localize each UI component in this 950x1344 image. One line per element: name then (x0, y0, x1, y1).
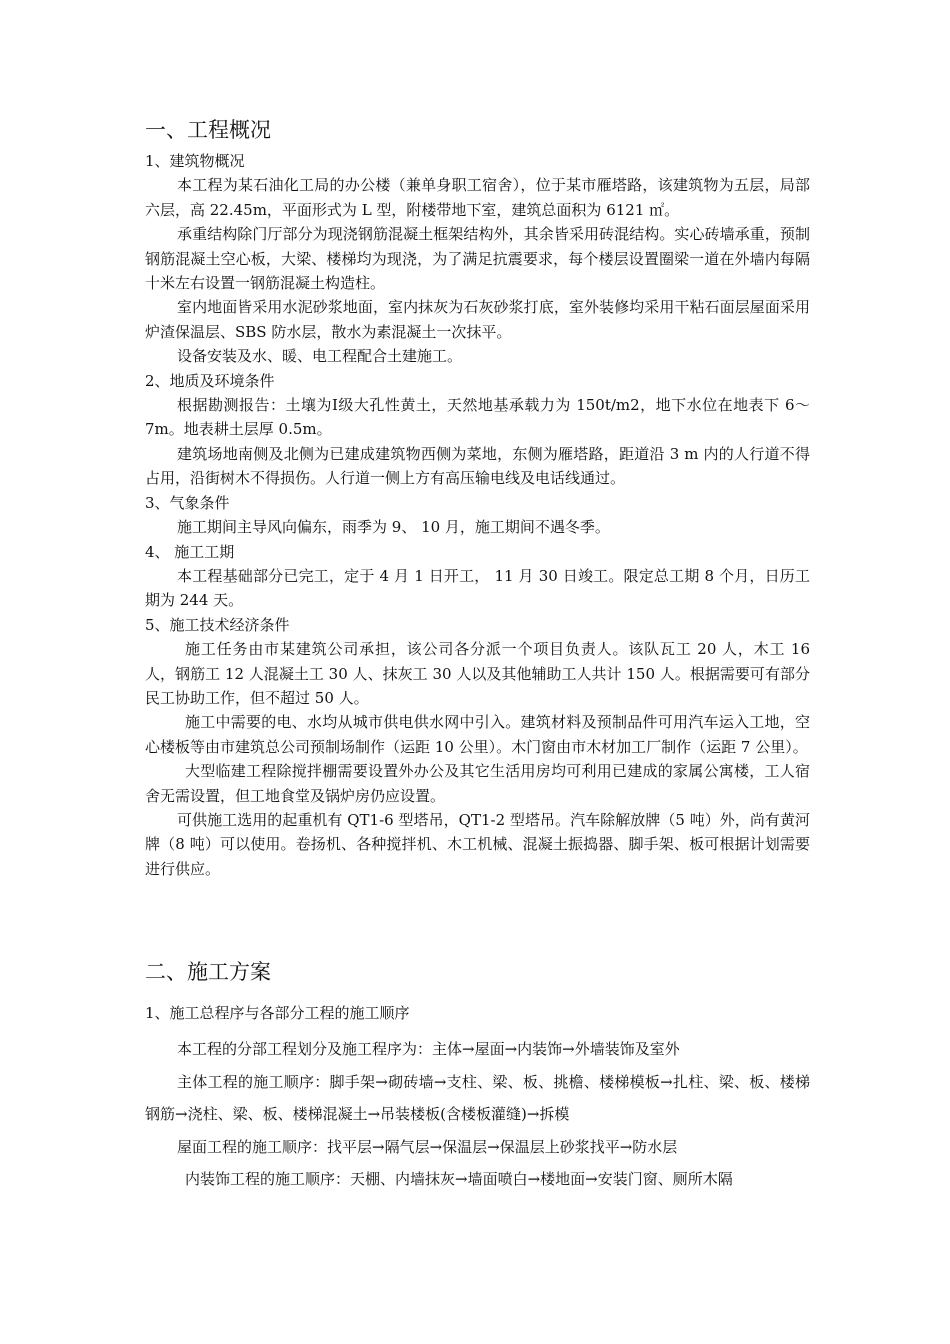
paragraph: 主体工程的施工顺序：脚手架→砌砖墙→支柱、梁、板、挑檐、楼梯模板→扎柱、梁、板、楼梯钢筋→浇柱、梁、板、楼梯混凝土→吊装楼板(含楼板灌缝)→拆模 (145, 1072, 810, 1123)
subsection-heading: 3、气象条件 (145, 493, 230, 512)
paragraph: 设备安装及水、暖、电工程配合土建施工。 (177, 347, 463, 366)
paragraph: 承重结构除门厅部分为现浇钢筋混凝土框架结构外，其余皆采用砖混结构。实心砖墙承重，预制钢筋混凝土空心板，大梁、楼梯均为现浇，为了满足抗震要求，每个楼层设置圈梁一道在外墙内每隔十米左右设置一钢筋混凝土构造柱。 (145, 225, 810, 293)
paragraph: 可供施工选用的起重机有 QT1-6 型塔吊，QT1-2 型塔吊。汽车除解放牌（5 吨）外，尚有黄河牌（8 吨）可以使用。卷扬机、各种搅拌机、木工机械、混凝土振捣器、脚手架、板可根据计划需要进行供应。 (145, 810, 810, 878)
subsection-heading: 2、地质及环境条件 (145, 371, 275, 390)
paragraph: 本工程为某石油化工局的办公楼（兼单身职工宿舍），位于某市雁塔路，该建筑物为五层，局部六层，高 22.45m，平面形式为 L 型，附楼带地下室，建筑总面积为 6121 ㎡。 (145, 176, 810, 219)
subsection-heading: 1、建筑物概况 (145, 152, 245, 170)
paragraph: 室内地面皆采用水泥砂浆地面，室内抹灰为石灰砂浆打底，室外装修均采用干粘石面层屋面采用炉渣保温层、SBS 防水层，散水为素混凝土一次抹平。 (145, 298, 810, 341)
section-title: 二、施工方案 (145, 960, 271, 984)
paragraph: 施工中需要的电、水均从城市供电供水网中引入。建筑材料及预制品件可用汽车运入工地，空心楼板等由市建筑总公司预制场制作（运距 10 公里）。木门窗由市木材加工厂制作（运距 7 公里）。 (145, 713, 810, 756)
paragraph: 根据勘测报告：土壤为Ⅰ级大孔性黄土，天然地基承载力为 150t/m2，地下水位在地表下 6～7m。地表耕土层厚 0.5m。 (145, 396, 810, 439)
section-title: 一、工程概况 (145, 118, 271, 142)
paragraph: 施工任务由市某建筑公司承担，该公司各分派一个项目负责人。该队瓦工 20 人，木工 16 人，钢筋工 12 人混凝土工 30 人、抹灰工 30 人以及其他辅助工人共计 150 人。根据需要可有部分民工协助工作，但不超过 50 人。 (145, 640, 810, 707)
subsection-heading: 1、施工总程序与各部分工程的施工顺序 (145, 1004, 410, 1022)
paragraph: 内装饰工程的施工顺序：天棚、内墙抹灰→墙面喷白→楼地面→安装门窗、厕所木隔 (185, 1170, 733, 1188)
paragraph: 屋面工程的施工顺序：找平层→隔气层→保温层→保温层上砂浆找平→防水层 (177, 1137, 678, 1156)
paragraph: 本工程的分部工程划分及施工程序为：主体→屋面→内装饰→外墙装饰及室外 (177, 1040, 680, 1058)
paragraph: 施工期间主导风向偏东，雨季为 9、 10 月，施工期间不遇冬季。 (177, 518, 610, 537)
section-project-overview (145, 113, 810, 881)
paragraph: 本工程基础部分已完工，定于 4 月 1 日开工， 11 月 30 日竣工。限定总工期 8 个月，日历工期为 244 天。 (145, 566, 810, 610)
paragraph: 建筑场地南侧及北侧为已建成建筑物西侧为菜地，东侧为雁塔路，距道沿 3 m 内的人行道不得占用，沿街树木不得损伤。人行道一侧上方有高压输电线及电话线通过。 (145, 444, 810, 488)
subsection-heading: 5、施工技术经济条件 (145, 615, 290, 634)
subsection-heading: 4、 施工工期 (145, 542, 235, 561)
paragraph: 大型临建工程除搅拌棚需要设置外办公及其它生活用房均可利用已建成的家属公寓楼，工人宿舍无需设置，但工地食堂及锅炉房仍应设置。 (145, 762, 810, 805)
section-construction-plan (145, 955, 810, 1196)
